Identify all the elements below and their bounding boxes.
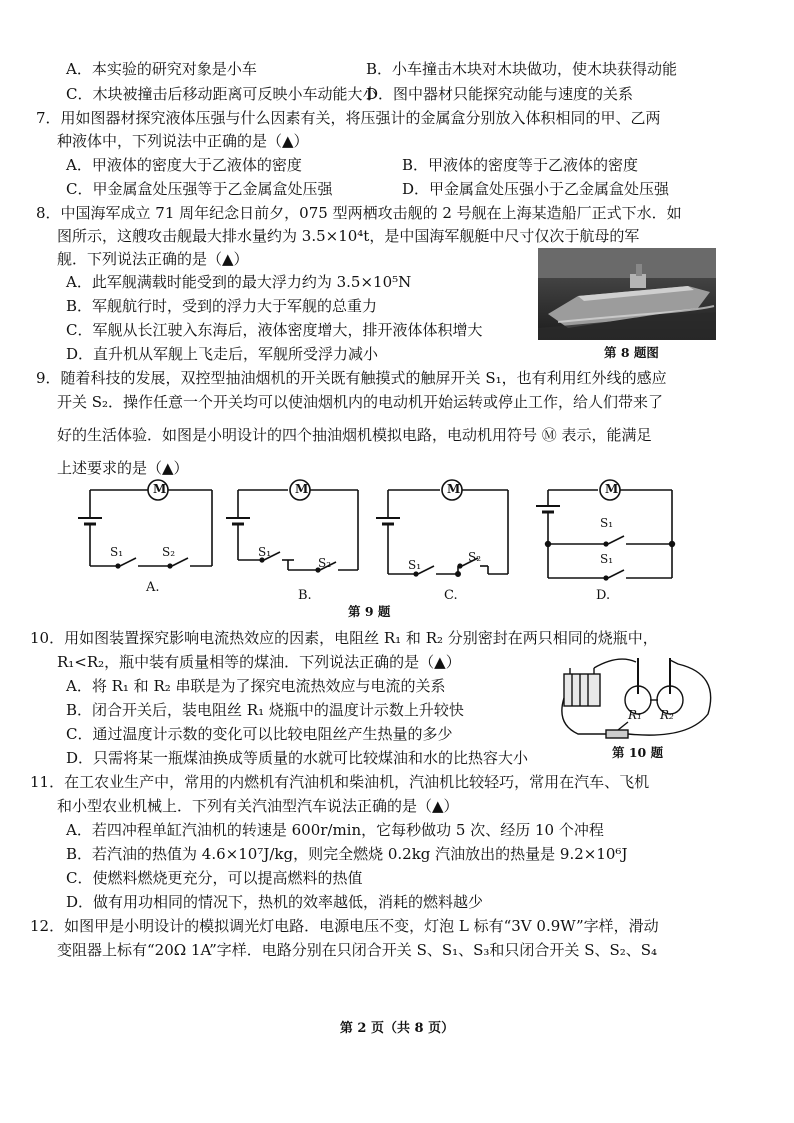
q10-stem-line2: R₁<R₂，瓶中装有质量相等的煤油．下列说法正确的是（▲）: [57, 653, 461, 671]
circuit-c-motor-label: M: [447, 482, 461, 496]
q7-option-b: B．甲液体的密度等于乙液体的密度: [402, 156, 639, 174]
q8-stem-line1: 8．中国海军成立 71 周年纪念日前夕，075 型两栖攻击舰的 2 号舰在上海某造船厂正式下水．如: [36, 204, 682, 222]
circuit-b-label: B.: [298, 588, 312, 603]
q8-option-a: A．此军舰满载时能受到的最大浮力约为 3.5×10⁵N: [66, 273, 412, 291]
q8-option-b: B．军舰航行时，受到的浮力大于军舰的总重力: [66, 297, 378, 315]
q10-r1-label: R₁: [628, 708, 642, 722]
q8-option-d: D．直升机从军舰上飞走后，军舰所受浮力减小: [66, 345, 379, 363]
q7-option-c: C．甲金属盒处压强等于乙金属盒处压强: [66, 180, 333, 198]
q9-stem-line1: 9．随着科技的发展，双控型抽油烟机的开关既有触摸式的触屏开关 S₁，也有利用红外线的感应: [36, 369, 667, 387]
q10-option-c: C．通过温度计示数的变化可以比较电阻丝产生热量的多少: [66, 725, 453, 743]
q10-r2-label: R₂: [660, 708, 674, 722]
q9-figure-caption: 第 9 题: [348, 604, 391, 619]
q9-stem-line2: 开关 S₂．操作任意一个开关均可以使油烟机内的电动机开始运转或停止工作，给人们带来了: [57, 393, 664, 411]
q8-option-c: C．军舰从长江驶入东海后，液体密度增大，排开液体体积增大: [66, 321, 483, 339]
circuit-c: [376, 480, 508, 576]
q8-stem-line2: 图所示，这艘攻击舰最大排水量约为 3.5×10⁴t，是中国海军舰艇中尺寸仅次于航母的军: [57, 227, 640, 245]
q11-option-a: A．若四冲程单缸汽油机的转速是 600r/min，它每秒做功 5 次、经历 10 个冲程: [66, 821, 604, 839]
q10-option-b: B．闭合开关后，装电阻丝 R₁ 烧瓶中的温度计示数上升较快: [66, 701, 464, 719]
q10-stem-line1: 10．用如图装置探究影响电流热效应的因素，电阻丝 R₁ 和 R₂ 分别密封在两只相同的烧瓶中，: [30, 629, 658, 647]
q12-stem-line1: 12．如图甲是小明设计的模拟调光灯电路．电源电压不变，灯泡 L 标有“3V 0.9W”字样，滑动: [30, 917, 659, 935]
q7-stem-line2: 种液体中，下列说法中正确的是（▲）: [57, 132, 309, 150]
q11-stem-line2: 和小型农业机械上．下列有关汽油型汽车说法正确的是（▲）: [57, 797, 459, 815]
page-footer: 第 2 页（共 8 页）: [339, 1021, 455, 1036]
circuit-b-motor-label: M: [295, 482, 309, 496]
circuit-c-label: C.: [444, 588, 458, 603]
q11-stem-line1: 11．在工农业生产中，常用的内燃机有汽油机和柴油机，汽油机比较轻巧，常用在汽车、飞机: [30, 773, 650, 791]
circuit-d-motor-label: M: [605, 482, 619, 496]
q11-option-c: C．使燃料燃烧更充分，可以提高燃料的热值: [66, 869, 363, 887]
circuit-a: [78, 480, 212, 568]
circuit-a-motor-label: M: [153, 482, 167, 496]
q6-option-c: C．木块被撞击后移动距离可反映小车动能大小: [66, 85, 378, 103]
q10-figure-caption: 第 10 题: [612, 745, 664, 760]
q11-option-d: D．做有用功相同的情况下，热机的效率越低，消耗的燃料越少: [66, 893, 484, 911]
circuit-b: [226, 480, 358, 572]
q11-option-b: B．若汽油的热值为 4.6×10⁷J/kg，则完全燃烧 0.2kg 汽油放出的热量是 9.2×10⁶J: [66, 845, 628, 863]
q7-option-d: D．甲金属盒处压强小于乙金属盒处压强: [402, 180, 670, 198]
circuit-b-s2-label: S₂: [318, 556, 332, 570]
q10-apparatus-figure: [558, 654, 730, 746]
circuit-c-s2-label: S₂: [468, 550, 482, 564]
circuit-d-label: D.: [596, 588, 611, 603]
q7-stem-line1: 7．用如图器材探究液体压强与什么因素有关，将压强计的金属盒分别放入体积相同的甲、乙两: [36, 109, 661, 127]
q7-option-a: A．甲液体的密度大于乙液体的密度: [66, 156, 302, 174]
q10-option-d: D．只需将某一瓶煤油换成等质量的水就可比较煤油和水的比热容大小: [66, 749, 529, 767]
circuit-d-s1b-label: S₁: [600, 552, 614, 566]
circuit-d-s1-label: S₁: [600, 516, 614, 530]
q6-option-a: A．本实验的研究对象是小车: [66, 60, 257, 78]
q12-stem-line2: 变阻器上标有“20Ω 1A”字样．电路分别在只闭合开关 S、S₁、S₃和只闭合开关 S、S₂、S₄: [57, 941, 658, 959]
q8-figure-caption: 第 8 题图: [604, 345, 659, 360]
q6-option-d: D．图中器材只能探究动能与速度的关系: [366, 85, 634, 103]
circuit-a-s2-label: S₂: [162, 545, 176, 559]
circuit-c-s1-label: S₁: [408, 558, 422, 572]
q10-option-a: A．将 R₁ 和 R₂ 串联是为了探究电流热效应与电流的关系: [66, 677, 446, 695]
circuit-a-s1-label: S₁: [110, 545, 124, 559]
q8-stem-line3: 舰．下列说法正确的是（▲）: [57, 250, 249, 268]
q9-stem-line4: 上述要求的是（▲）: [57, 459, 189, 477]
warship-photo: [538, 248, 716, 340]
q9-stem-line3: 好的生活体验．如图是小明设计的四个抽油烟机模拟电路，电动机用符号 Ⓜ 表示，能满足: [57, 426, 652, 444]
circuit-a-label: A.: [146, 580, 160, 595]
circuit-b-s1-label: S₁: [258, 545, 272, 559]
q6-option-b: B．小车撞击木块对木块做功，使木块获得动能: [366, 60, 678, 78]
